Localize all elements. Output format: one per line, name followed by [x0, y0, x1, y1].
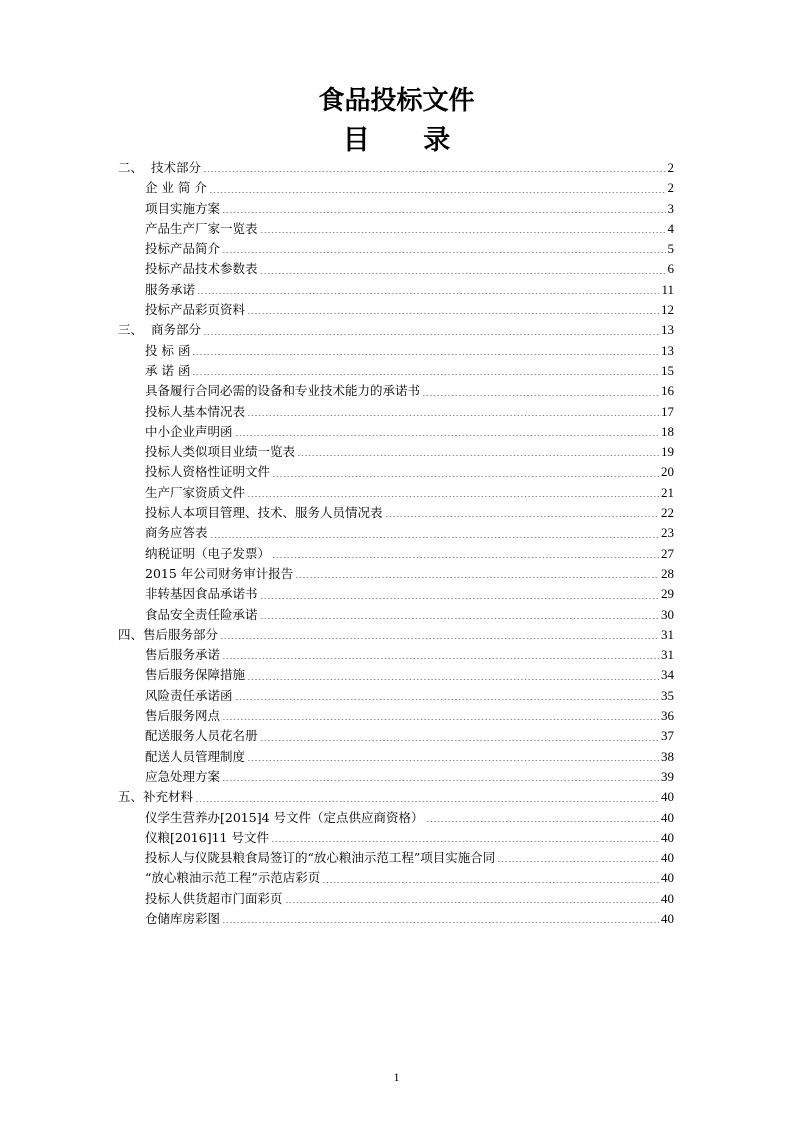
toc-entry[interactable]: [118, 848, 674, 868]
toc-entry-label: 售后服务承诺: [145, 647, 221, 663]
dot-leader: [235, 435, 659, 436]
toc-entry-label: 配送服务人员花名册: [145, 728, 258, 744]
toc-entry[interactable]: [118, 564, 674, 584]
toc-entry[interactable]: [118, 808, 674, 828]
toc-section-entry[interactable]: [118, 625, 674, 645]
dot-leader: [203, 171, 666, 172]
dot-leader: [195, 801, 659, 802]
toc-entry-page: 13: [661, 342, 674, 358]
toc-entry[interactable]: [118, 645, 674, 665]
toc-entry[interactable]: [118, 726, 674, 746]
toc-section-entry[interactable]: [118, 158, 674, 178]
toc-entry-page: 40: [661, 890, 674, 906]
dot-leader: [385, 516, 659, 517]
toc-entry[interactable]: [118, 767, 674, 787]
toc-entry-page: 40: [661, 809, 674, 825]
toc-entry-page: 40: [661, 789, 674, 805]
toc-entry-page: 40: [661, 850, 674, 866]
table-of-contents: [118, 158, 674, 929]
toc-entry[interactable]: [118, 686, 674, 706]
toc-entry-label: “放心粮油示范工程”示范店彩页: [145, 870, 321, 886]
toc-entry[interactable]: [118, 199, 674, 219]
toc-entry-label: 五、补充材料: [118, 789, 194, 805]
toc-heading: 目 录: [342, 125, 473, 156]
toc-entry-label: 投 标 函: [145, 342, 191, 358]
toc-entry-page: 13: [661, 322, 674, 338]
toc-entry[interactable]: [118, 544, 674, 564]
toc-entry-page: 5: [667, 241, 674, 257]
toc-entry[interactable]: [118, 219, 674, 239]
dot-leader: [260, 740, 659, 741]
dot-leader: [220, 638, 659, 639]
dot-leader: [272, 476, 659, 477]
dot-leader: [192, 354, 659, 355]
toc-entry-page: 2: [667, 160, 674, 175]
toc-entry-label: 投标人资格性证明文件: [145, 464, 271, 480]
page-number: 1: [393, 1070, 400, 1084]
toc-entry[interactable]: [118, 341, 674, 361]
toc-entry[interactable]: [118, 868, 674, 888]
toc-entry-label: 投标人类似项目业绩一览表: [145, 444, 296, 460]
toc-entry-label: 投标人供货超市门面彩页: [145, 890, 283, 906]
toc-entry-label: 四、售后服务部分: [118, 626, 219, 642]
dot-leader: [235, 699, 659, 700]
toc-entry-label: 仓储库房彩图: [145, 910, 221, 926]
toc-entry-page: 31: [661, 647, 674, 663]
dot-leader: [260, 273, 666, 274]
dot-leader: [247, 760, 659, 761]
toc-entry-label: 生产厂家资质文件: [145, 484, 246, 500]
toc-entry-page: 28: [661, 565, 674, 581]
toc-entry[interactable]: [118, 503, 674, 523]
toc-entry-label: 承 诺 函: [145, 362, 191, 378]
toc-entry[interactable]: [118, 889, 674, 909]
dot-leader: [297, 455, 659, 456]
toc-entry-page: 18: [661, 423, 674, 439]
dot-leader: [247, 496, 659, 497]
toc-entry[interactable]: [118, 483, 674, 503]
dot-leader: [260, 618, 659, 619]
toc-entry[interactable]: [118, 259, 674, 279]
toc-entry[interactable]: [118, 462, 674, 482]
dot-leader: [295, 577, 659, 578]
toc-entry-label: 风险责任承诺函: [145, 687, 233, 703]
dot-leader: [222, 252, 665, 253]
toc-entry-label: 投标产品简介: [145, 241, 221, 257]
dot-leader: [210, 537, 659, 538]
dot-leader: [272, 557, 659, 558]
dot-leader: [285, 902, 659, 903]
toc-entry-label: 三、 商务部分: [118, 322, 201, 338]
toc-entry-page: 40: [661, 910, 674, 926]
dot-leader: [209, 192, 666, 193]
toc-entry-label: 产品生产厂家一览表: [145, 220, 258, 236]
toc-entry-label: 售后服务网点: [145, 708, 221, 724]
toc-entry-label: 投标人本项目管理、技术、服务人员情况表: [145, 505, 383, 521]
toc-entry[interactable]: [118, 828, 674, 848]
toc-entry-page: 11: [661, 281, 674, 297]
dot-leader: [247, 679, 659, 680]
toc-entry-page: 2: [667, 180, 674, 196]
toc-entry[interactable]: [118, 422, 674, 442]
toc-entry-page: 21: [661, 484, 674, 500]
toc-entry-label: 2015 年公司财务审计报告: [145, 565, 294, 581]
toc-entry-label: 二、 技术部分: [118, 160, 201, 175]
toc-entry-label: 投标人基本情况表: [145, 403, 246, 419]
toc-entry-label: 具备履行合同必需的设备和专业技术能力的承诺书: [145, 383, 421, 399]
toc-entry[interactable]: [118, 178, 674, 198]
toc-entry-page: 17: [661, 403, 674, 419]
toc-entry[interactable]: [118, 300, 674, 320]
toc-entry-label: 投标产品彩页资料: [145, 302, 246, 318]
toc-entry-page: 30: [661, 606, 674, 622]
toc-entry-page: 38: [661, 748, 674, 764]
toc-entry-label: 食品安全责任险承诺: [145, 606, 258, 622]
toc-entry[interactable]: [118, 665, 674, 685]
dot-leader: [222, 780, 659, 781]
toc-entry[interactable]: [118, 239, 674, 259]
toc-entry-page: 19: [661, 444, 674, 460]
toc-entry-page: 27: [661, 545, 674, 561]
toc-entry-page: 16: [661, 383, 674, 399]
toc-entry[interactable]: [118, 584, 674, 604]
dot-leader: [426, 821, 660, 822]
toc-entry-page: 12: [661, 302, 674, 318]
dot-leader: [192, 374, 659, 375]
toc-section-entry[interactable]: [118, 787, 674, 807]
toc-entry-page: 31: [661, 626, 674, 642]
toc-entry[interactable]: [118, 442, 674, 462]
toc-entry-page: 4: [667, 220, 674, 236]
toc-entry-label: 仪粮[2016]11 号文件: [145, 829, 269, 845]
dot-leader: [203, 334, 659, 335]
toc-entry[interactable]: [118, 381, 674, 401]
document-title: 食品投标文件: [318, 86, 475, 116]
toc-entry-label: 服务承诺: [145, 281, 196, 297]
dot-leader: [222, 658, 659, 659]
toc-entry[interactable]: [118, 402, 674, 422]
toc-entry-page: 37: [661, 728, 674, 744]
toc-entry-page: 23: [661, 525, 674, 541]
toc-entry-page: 39: [661, 768, 674, 784]
toc-entry-label: 配送人员管理制度: [145, 748, 246, 764]
toc-entry-label: 非转基因食品承诺书: [145, 586, 258, 602]
toc-entry[interactable]: [118, 706, 674, 726]
dot-leader: [260, 232, 666, 233]
toc-entry-page: 3: [667, 200, 674, 216]
toc-entry-label: 中小企业声明函: [145, 423, 233, 439]
toc-entry-label: 投标人与仪陇县粮食局签订的“放心粮油示范工程”项目实施合同: [145, 850, 496, 866]
toc-entry-page: 6: [667, 261, 674, 277]
toc-entry-page: 34: [661, 667, 674, 683]
toc-entry-label: 企 业 简 介: [145, 180, 207, 196]
toc-entry[interactable]: [118, 747, 674, 767]
dot-leader: [322, 882, 659, 883]
toc-entry-page: 40: [661, 829, 674, 845]
dot-leader: [422, 395, 659, 396]
toc-section-entry[interactable]: [118, 320, 674, 340]
toc-entry-label: 应急处理方案: [145, 768, 221, 784]
toc-entry-page: 35: [661, 687, 674, 703]
dot-leader: [247, 313, 659, 314]
toc-entry-label: 项目实施方案: [145, 200, 221, 216]
toc-entry-label: 商务应答表: [145, 525, 208, 541]
dot-leader: [222, 719, 659, 720]
toc-entry-page: 20: [661, 464, 674, 480]
toc-entry[interactable]: [118, 909, 674, 929]
dot-leader: [197, 293, 659, 294]
toc-entry-page: 40: [661, 870, 674, 886]
dot-leader: [247, 415, 659, 416]
toc-entry-label: 投标产品技术参数表: [145, 261, 258, 277]
toc-entry[interactable]: [118, 361, 674, 381]
dot-leader: [497, 861, 659, 862]
dot-leader: [260, 598, 659, 599]
toc-entry-page: 36: [661, 708, 674, 724]
toc-entry-page: 15: [661, 362, 674, 378]
toc-entry-page: 29: [661, 586, 674, 602]
toc-entry[interactable]: [118, 523, 674, 543]
toc-entry[interactable]: [118, 605, 674, 625]
dot-leader: [271, 841, 659, 842]
toc-entry-label: 售后服务保障措施: [145, 667, 246, 683]
toc-entry-page: 22: [661, 505, 674, 521]
toc-entry-label: 纳税证明（电子发票）: [145, 545, 271, 561]
dot-leader: [222, 922, 659, 923]
dot-leader: [222, 212, 665, 213]
toc-entry[interactable]: [118, 280, 674, 300]
toc-entry-label: 仪学生营养办[2015]4 号文件（定点供应商资格）: [145, 809, 424, 825]
